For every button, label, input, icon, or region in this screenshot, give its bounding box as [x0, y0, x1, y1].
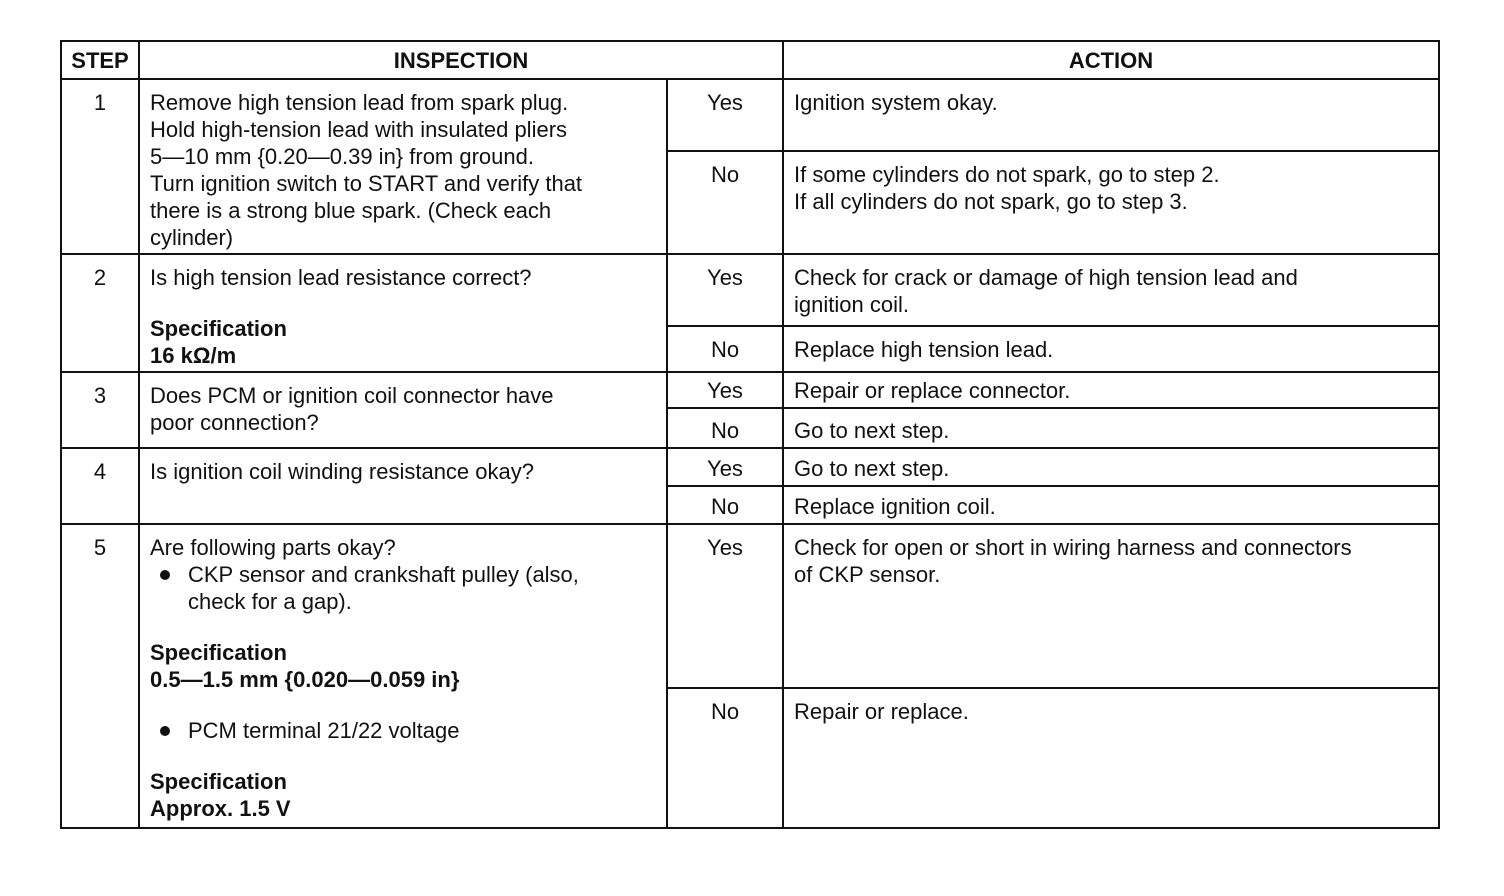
- step-2-yes-row: [61, 254, 1439, 326]
- inspection-text: Remove high tension lead from spark plug.: [150, 90, 569, 115]
- spec-title: Specification: [150, 316, 287, 341]
- header-row: [61, 41, 1439, 79]
- action-text: Go to next step.: [794, 418, 950, 443]
- action-text: Replace high tension lead.: [794, 337, 1054, 362]
- inspection-cell: [139, 254, 667, 372]
- action-text: If some cylinders do not spark, go to step 2.: [794, 162, 1220, 188]
- action-text: of CKP sensor.: [794, 562, 941, 587]
- inspection-text: Is ignition coil winding resistance okay?: [150, 459, 534, 484]
- answer-yes: Yes: [667, 79, 783, 151]
- spec-value: 16 kΩ/m: [150, 343, 237, 368]
- bullet-item: [150, 717, 656, 744]
- inspection-text: Is high tension lead resistance correct?: [150, 265, 532, 290]
- action-no-cell: [783, 408, 1439, 448]
- header-action: ACTION: [783, 41, 1439, 79]
- action-text: Check for open or short in wiring harness and connectors: [794, 535, 1352, 560]
- action-text: Repair or replace connector.: [794, 378, 1071, 403]
- step-4-yes-row: [61, 448, 1439, 486]
- answer-yes: Yes: [667, 372, 783, 408]
- bullet-text: check for a gap).: [188, 589, 352, 614]
- spec-value: 0.5—1.5 mm {0.020—0.059 in}: [150, 667, 460, 692]
- step-number: 3: [61, 372, 139, 448]
- answer-yes: Yes: [667, 448, 783, 486]
- header-step: STEP: [61, 41, 139, 79]
- bullet-dot-icon: [160, 726, 170, 736]
- step-number: 5: [61, 524, 139, 828]
- bullet-dot-icon: [160, 570, 170, 580]
- action-no-cell: [783, 151, 1439, 254]
- inspection-text: Turn ignition switch to START and verify that: [150, 171, 583, 196]
- inspection-cell: [139, 448, 667, 524]
- action-yes-cell: [783, 79, 1439, 151]
- header-inspection: INSPECTION: [139, 41, 783, 79]
- action-text: ignition coil.: [794, 292, 909, 317]
- action-yes-cell: [783, 448, 1439, 486]
- spec-value: Approx. 1.5 V: [150, 796, 291, 821]
- inspection-cell: [139, 372, 667, 448]
- answer-no: No: [667, 408, 783, 448]
- inspection-text: Does PCM or ignition coil connector have: [150, 383, 554, 408]
- spec-title: Specification: [150, 769, 287, 794]
- action-no-cell: [783, 326, 1439, 372]
- answer-no: No: [667, 326, 783, 372]
- action-yes-cell: [783, 254, 1439, 326]
- action-no-cell: [783, 688, 1439, 828]
- bullet-text: PCM terminal 21/22 voltage: [188, 718, 460, 743]
- action-text: Check for crack or damage of high tension lead and: [794, 265, 1298, 290]
- step-number: 2: [61, 254, 139, 372]
- step-number: 1: [61, 79, 139, 254]
- answer-no: No: [667, 151, 783, 254]
- bullet-item: [150, 561, 656, 615]
- action-text: If all cylinders do not spark, go to step 3.: [794, 189, 1188, 215]
- step-3-yes-row: [61, 372, 1439, 408]
- answer-yes: Yes: [667, 524, 783, 688]
- step-number: 4: [61, 448, 139, 524]
- inspection-text: 5—10 mm {0.20—0.39 in} from ground.: [150, 144, 534, 169]
- action-no-cell: [783, 486, 1439, 524]
- bullet-text: CKP sensor and crankshaft pulley (also,: [188, 562, 579, 587]
- inspection-text: Hold high-tension lead with insulated pliers: [150, 117, 568, 142]
- answer-no: No: [667, 486, 783, 524]
- action-text: Go to next step.: [794, 456, 950, 481]
- spec-title: Specification: [150, 640, 287, 665]
- inspection-cell: [139, 524, 667, 828]
- answer-no: No: [667, 688, 783, 828]
- troubleshooting-table: [60, 40, 1440, 829]
- action-text: Repair or replace.: [794, 699, 969, 724]
- inspection-text: cylinder): [150, 225, 234, 250]
- step-5-yes-row: [61, 524, 1439, 688]
- inspection-text: Are following parts okay?: [150, 535, 396, 560]
- action-text: Replace ignition coil.: [794, 494, 996, 519]
- inspection-text: poor connection?: [150, 410, 319, 435]
- step-1-yes-row: [61, 79, 1439, 151]
- action-yes-cell: [783, 524, 1439, 688]
- inspection-cell: [139, 79, 667, 254]
- answer-yes: Yes: [667, 254, 783, 326]
- inspection-text: there is a strong blue spark. (Check each: [150, 198, 552, 223]
- action-text: Ignition system okay.: [794, 90, 998, 115]
- action-yes-cell: [783, 372, 1439, 408]
